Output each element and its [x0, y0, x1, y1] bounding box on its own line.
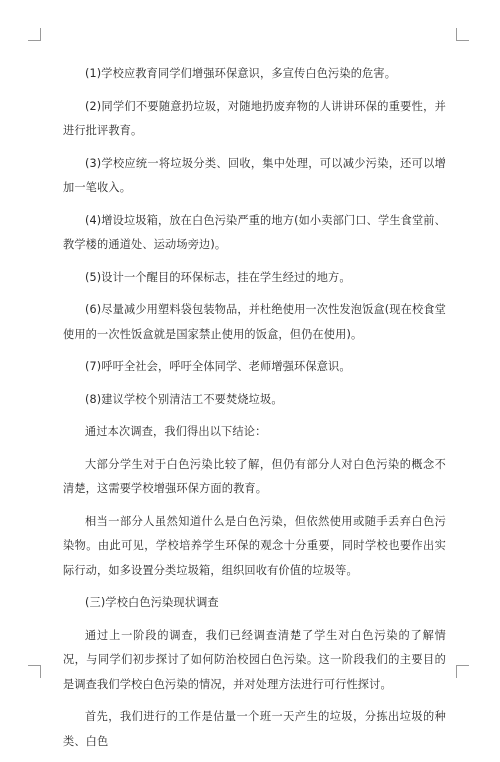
conclusion-paragraph-2: 相当一部分人虽然知道什么是白色污染，但依然使用或随手丢弃白色污染物。由此可见，学校培养学生环保的观念十分重要，同时学校也要作出实际行动，如多设置分类垃圾箱，组织回收有价值的垃圾等。 [63, 514, 446, 577]
suggestion-2: (2)同学们不要随意扔垃圾，对随地扔废弃物的人讲讲环保的重要性，并进行批评教育。 [63, 99, 446, 137]
suggestion-7: (7)呼吁全社会，呼吁全体同学、老师增强环保意识。 [85, 360, 351, 373]
suggestion-6: (6)尽量减少用塑料袋包装物品，并杜绝使用一次性发泡饭盒(现在校食堂使用的一次性饭盒就是国家禁止使用的饭盒，但仍在使用)。 [63, 303, 446, 341]
suggestion-4: (4)增设垃圾箱，放在白色污染严重的地方(如小卖部门口、学生食堂前、教学楼的通道处、运动场旁边)。 [63, 213, 446, 251]
suggestion-8: (8)建议学校个别清洁工不要焚烧垃圾。 [85, 392, 283, 406]
conclusion-paragraph-1: 大部分学生对于白色污染比较了解，但仍有部分人对白色污染的概念不清楚，这需要学校增强环保方面的教育。 [63, 457, 446, 495]
body-paragraph-2: 首先，我们进行的工作是估量一个班一天产生的垃圾，分拣出垃圾的种类、白色 [63, 710, 446, 748]
suggestion-1: (1)学校应教育同学们增强环保意识，多宣传白色污染的危害。 [85, 67, 397, 80]
crop-mark-bottom-left [28, 665, 41, 678]
suggestion-3: (3)学校应统一将垃圾分类、回收，集中处理，可以减少污染，还可以增加一笔收入。 [63, 156, 446, 194]
body-paragraph-1: 通过上一阶段的调查，我们已经调查清楚了学生对白色污染的了解情况，与同学们初步探讨了如何防治校园白色污染。这一阶段我们的主要目的是调查我们学校白色污染的情况，并对处理方法进行可行性探讨。 [63, 628, 446, 691]
crop-mark-top-right [456, 28, 469, 41]
crop-mark-bottom-right [456, 665, 469, 678]
crop-mark-top-left [28, 28, 41, 41]
suggestion-5: (5)设计一个醒目的环保标志，挂在学生经过的地方。 [85, 270, 351, 284]
section-heading: (三)学校白色污染现状调查 [85, 596, 219, 609]
conclusion-intro: 通过本次调查，我们得出以下结论： [85, 425, 267, 438]
document-body [63, 62, 446, 762]
